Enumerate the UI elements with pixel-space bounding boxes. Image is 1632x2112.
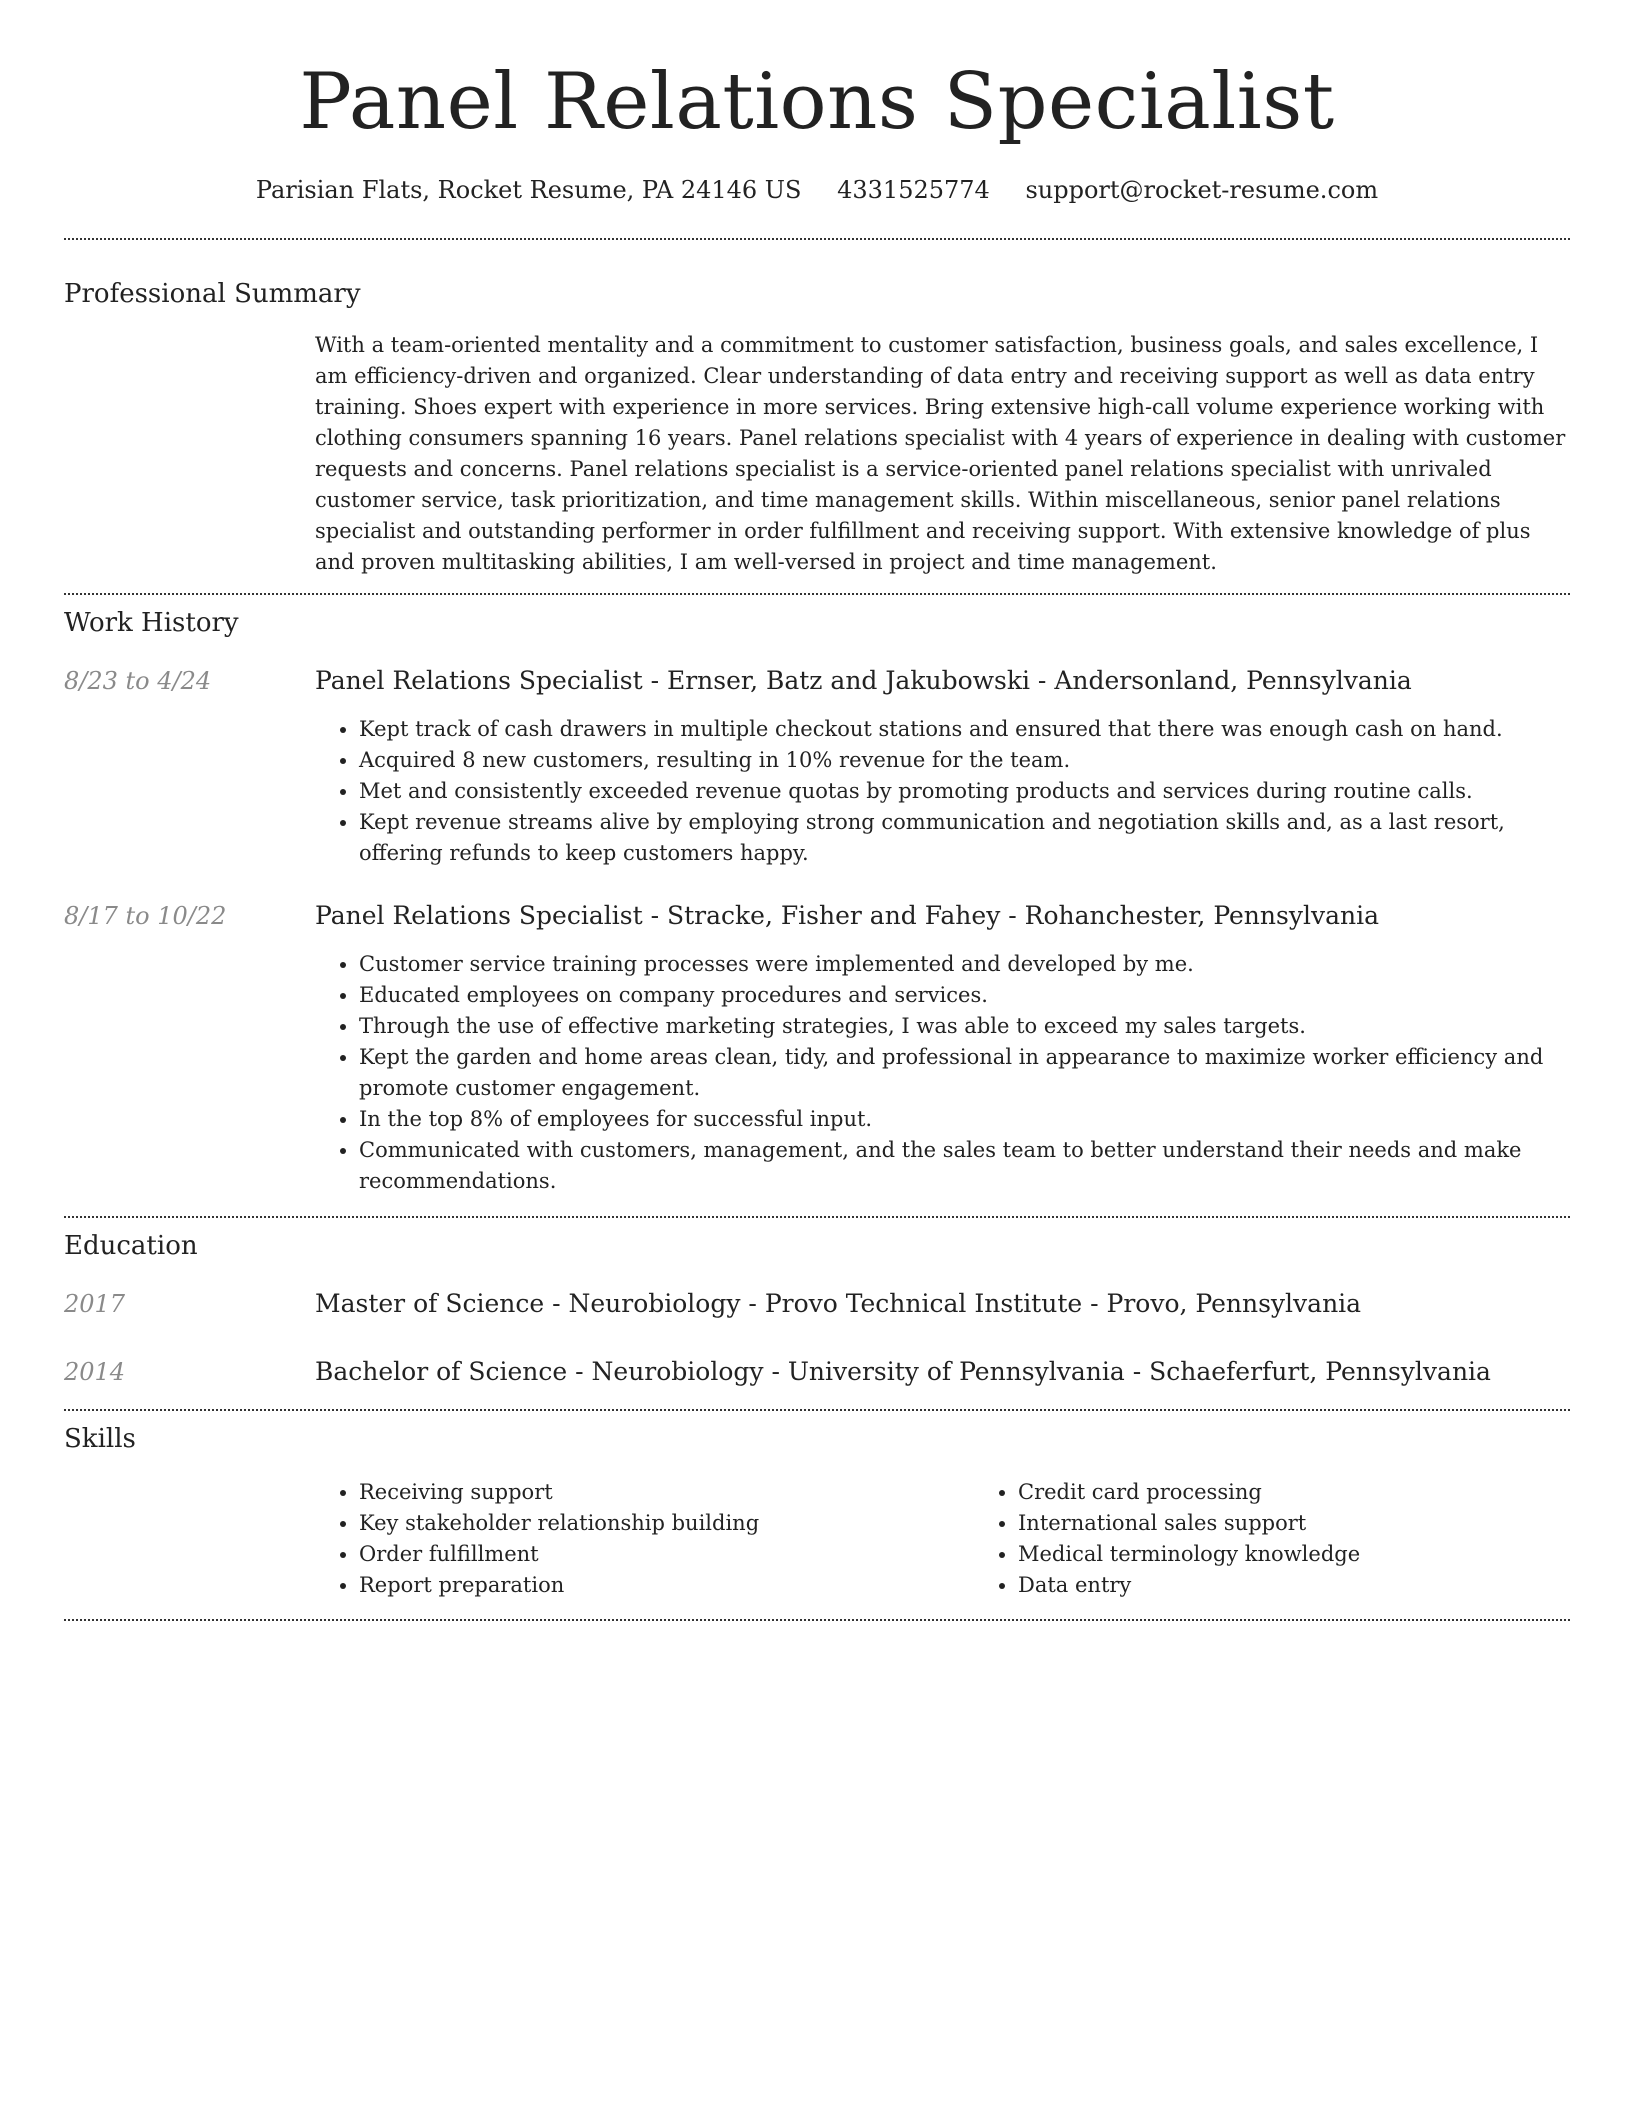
skills-list-right	[974, 1477, 1632, 1601]
summary-row	[64, 330, 1570, 578]
job-bullets	[315, 714, 1570, 869]
job-heading: Panel Relations Specialist - Stracke, Fisher and Fahey - Rohanchester, Pennsylvania	[315, 901, 1379, 930]
list-item: • Acquired 8 new customers, resulting in 10% revenue for the team.	[359, 745, 1570, 776]
education-entry	[64, 1356, 1570, 1388]
list-item: • Customer service training processes were implemented and developed by me.	[359, 949, 1570, 980]
divider	[64, 1409, 1570, 1411]
job-heading: Panel Relations Specialist - Ernser, Batz and Jakubowski - Andersonland, Pennsylvania	[315, 666, 1412, 695]
list-item: • Kept the garden and home areas clean, tidy, and professional in appearance to maximize worker efficiency and promote customer engagement.	[359, 1042, 1570, 1104]
job-entry	[64, 665, 1570, 869]
list-item: • Data entry	[1018, 1570, 1632, 1601]
job-dates: 8/23 to 4/24	[64, 667, 212, 695]
resume-page	[64, 0, 1570, 1621]
summary-text: With a team-oriented mentality and a commitment to customer satisfaction, business goals, and sales excellence, I am efficiency-driven and organized. Clear understanding of data entry and receiving support as well as data entry training. Shoes expert with experience in more services. Bring extensive high-call volume experience working with clothing consumers spanning 16 years. Panel relations specialist with 4 years of experience in dealing with customer requests and concerns. Panel relations specialist is a service-oriented panel relations specialist with unrivaled customer service, task prioritization, and time management skills. Within miscellaneous, senior panel relations specialist and outstanding performer in order fulfillment and receiving support. With extensive knowledge of plus and proven multitasking abilities, I am well-versed in project and time management.	[315, 333, 1566, 574]
list-item: • Through the use of effective marketing strategies, I was able to exceed my sales targets.	[359, 1011, 1570, 1042]
list-item: • Kept track of cash drawers in multiple checkout stations and ensured that there was enough cash on hand.	[359, 714, 1570, 745]
contact-line	[64, 174, 1570, 206]
list-item: • Receiving support	[359, 1477, 974, 1508]
list-item: • Educated employees on company procedures and services.	[359, 980, 1570, 1011]
job-entry	[64, 900, 1570, 1197]
divider	[64, 1216, 1570, 1218]
skills-list-left	[315, 1477, 974, 1601]
education-year: 2014	[64, 1358, 126, 1386]
email: support@rocket-resume.com	[1025, 176, 1379, 204]
list-item: • Order fulfillment	[359, 1539, 974, 1570]
list-item: • Communicated with customers, management, and the sales team to better understand their needs and make recommendations.	[359, 1135, 1570, 1197]
job-bullets	[315, 949, 1570, 1197]
list-item: • Kept revenue streams alive by employing strong communication and negotiation skills and, as a last resort, offering refunds to keep customers happy.	[359, 807, 1570, 869]
phone: 4331525774	[837, 176, 990, 204]
divider	[64, 1619, 1570, 1621]
divider	[64, 238, 1570, 240]
skills-row	[64, 1477, 1570, 1601]
list-item: • Met and consistently exceeded revenue quotas by promoting products and services during routine calls.	[359, 776, 1570, 807]
address: Parisian Flats, Rocket Resume, PA 24146 US	[255, 176, 802, 204]
education-year: 2017	[64, 1290, 126, 1318]
job-dates: 8/17 to 10/22	[64, 902, 227, 930]
education-degree: Bachelor of Science - Neurobiology - University of Pennsylvania - Schaeferfurt, Pennsylvania	[315, 1357, 1491, 1386]
candidate-name: Panel Relations Specialist	[299, 57, 1335, 147]
skills-title: Skills	[64, 1424, 136, 1454]
work-history-title: Work History	[64, 608, 239, 638]
divider	[64, 593, 1570, 595]
education-degree: Master of Science - Neurobiology - Provo Technical Institute - Provo, Pennsylvania	[315, 1289, 1362, 1318]
list-item: • Medical terminology knowledge	[1018, 1539, 1632, 1570]
list-item: • International sales support	[1018, 1508, 1632, 1539]
summary-title: Professional Summary	[64, 279, 361, 309]
education-entry	[64, 1288, 1570, 1320]
list-item: • Key stakeholder relationship building	[359, 1508, 974, 1539]
list-item: • In the top 8% of employees for successful input.	[359, 1104, 1570, 1135]
list-item: • Report preparation	[359, 1570, 974, 1601]
education-title: Education	[64, 1231, 198, 1261]
list-item: • Credit card processing	[1018, 1477, 1632, 1508]
